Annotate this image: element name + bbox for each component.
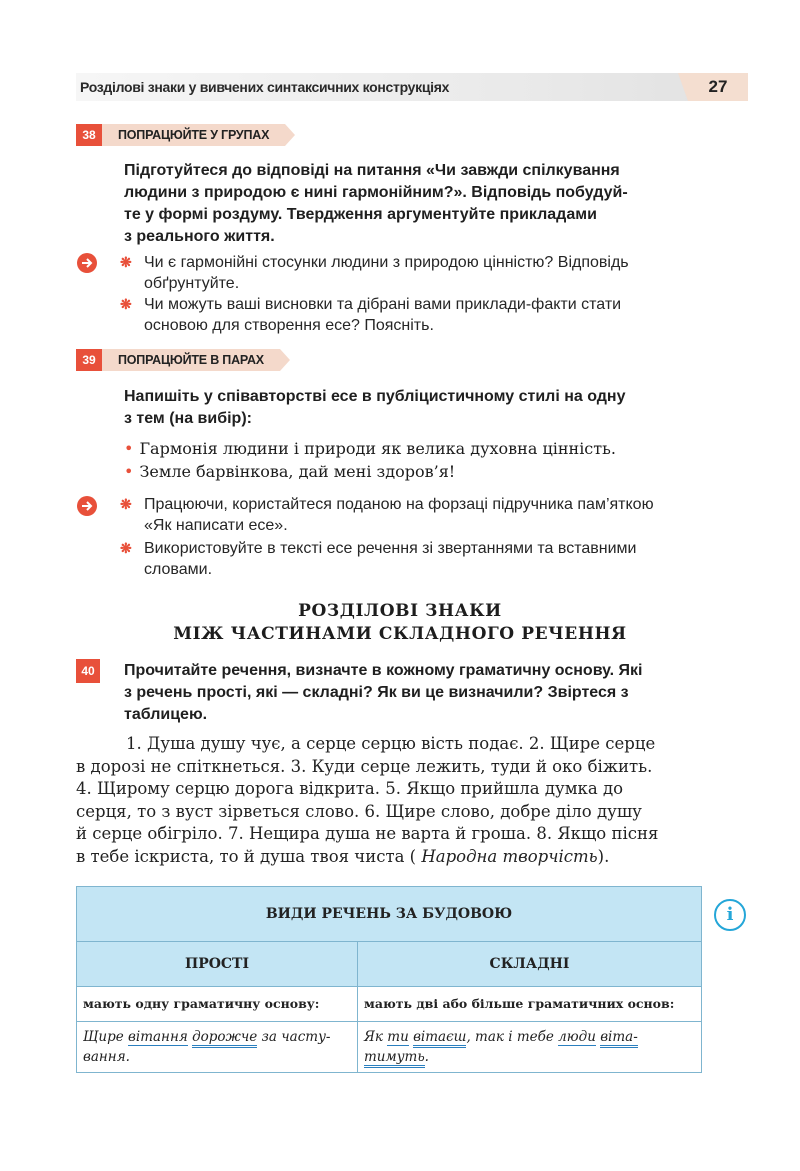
task-38-text	[124, 160, 704, 248]
header-bar	[76, 73, 696, 101]
task-40-number: 40	[76, 659, 100, 683]
hint-item	[120, 252, 720, 294]
text-fragment: в тебе іскриста, то й душа твоя чиста (	[76, 846, 417, 866]
predicate-word: тимуть	[364, 1049, 425, 1068]
sentence-types-table	[76, 886, 702, 1073]
text-line: з тем (на вибір):	[124, 410, 252, 427]
table-header-row	[77, 942, 701, 987]
subject-word: ти	[387, 1029, 409, 1045]
hint-line: Чи є гармонійні стосунки людини з природою цінністю? Відповідь	[144, 254, 629, 271]
topic-text: Земле барвінкова, дай мені здоров’я!	[139, 462, 456, 481]
subject-word: люди	[558, 1029, 596, 1045]
task-40-text	[124, 660, 714, 726]
asterism-icon: ❋	[120, 254, 132, 270]
hint-line: Працюючи, користайтеся поданою на форзаці підручника пам’яткою	[144, 496, 654, 513]
text-line: серця, то з вуст зірветься слово. 6. Щире слово, добре діло душу	[76, 801, 642, 821]
column-header: СКЛАДНІ	[489, 956, 570, 972]
section-title	[0, 600, 800, 646]
task-39-text	[124, 386, 704, 430]
table-title: ВИДИ РЕЧЕНЬ ЗА БУДОВОЮ	[77, 887, 701, 942]
example-simple: Щире вітання дорожче за часту- вання.	[77, 1022, 358, 1072]
text-line: Прочитайте речення, визначте в кожному граматичну основу. Які	[124, 662, 643, 679]
section-title-line: РОЗДІЛОВІ ЗНАКИ	[298, 601, 502, 621]
hint-line: обґрунтуйте.	[144, 275, 240, 292]
table-cell: мають одну граматичну основу:	[77, 987, 358, 1021]
info-icon: i	[714, 899, 746, 931]
text-line: таблицею.	[124, 706, 208, 723]
hint-line: основою для створення есе? Поясніть.	[144, 317, 434, 334]
example-complex: Як ти вітаєш, так і тебе люди віта- тимуть.	[358, 1022, 701, 1072]
task-type: ПОПРАЦЮЙТЕ У ГРУПАХ	[102, 124, 285, 146]
text-line: Підготуйтеся до відповіді на питання «Чи завжди спілкування	[124, 162, 620, 179]
task-number: 39	[76, 349, 102, 371]
bullet-icon: •	[124, 462, 134, 481]
text-line: 4. Щирому серцю дорога відкрита. 5. Якщо прийшла думка до	[76, 779, 624, 798]
source-note: Народна творчість	[421, 846, 598, 866]
text-line: Напишіть у співавторстві есе в публіцистичному стилі на одну	[124, 388, 626, 405]
topic-item	[124, 437, 704, 460]
predicate-word: вітаєш	[413, 1029, 466, 1048]
asterism-icon: ❋	[120, 496, 132, 512]
arrow-right-icon	[77, 253, 97, 273]
subject-word: вітання	[128, 1029, 188, 1045]
table-cell: мають дві або більше граматичних основ:	[364, 996, 675, 1011]
text-line: людини з природою є нині гармонійним?». Відповідь побудуй-	[124, 184, 628, 201]
text-line: з речень прості, які — складні? Як ви це визначили? Звіртеся з	[124, 684, 629, 701]
section-title-line: МІЖ ЧАСТИНАМИ СКЛАДНОГО РЕЧЕННЯ	[173, 624, 627, 644]
hint-item	[120, 294, 720, 336]
text-line: в дорозі не спіткнеться. 3. Куди серце лежить, туди й око біжить.	[76, 756, 653, 776]
page-header	[76, 73, 748, 101]
asterism-icon: ❋	[120, 540, 132, 556]
text-line: й серце обігріло. 7. Нещира душа не варта й гроша. 8. Якщо пісня	[76, 824, 659, 843]
header-title: Розділові знаки у вивчених синтаксичних конструкціях	[80, 79, 450, 95]
predicate-word: віта-	[600, 1029, 638, 1048]
proverbs-text	[76, 733, 706, 868]
hint-line: словами.	[144, 561, 213, 578]
text-line: те у формі роздуму. Твердження аргументуйте прикладами	[124, 206, 597, 223]
task-number: 38	[76, 124, 102, 146]
hint-item	[120, 538, 730, 580]
task-type: ПОПРАЦЮЙТЕ В ПАРАХ	[102, 349, 280, 371]
hint-line: Чи можуть ваші висновки та дібрані вами приклади-факти стати	[144, 296, 622, 313]
page-number: 27	[688, 73, 748, 101]
hint-line: «Як написати есе».	[144, 517, 288, 534]
hint-item	[120, 494, 730, 536]
column-header: ПРОСТІ	[77, 942, 358, 986]
text-fragment: ).	[597, 846, 610, 866]
bullet-icon: •	[124, 439, 134, 458]
topic-item	[124, 460, 704, 483]
table-row	[77, 987, 701, 1022]
predicate-word: дорожче	[192, 1029, 257, 1048]
asterism-icon: ❋	[120, 296, 132, 312]
text-line: 1. Душа душу чує, а серце серцю вість подає. 2. Щире серце	[126, 734, 656, 753]
text-line	[76, 846, 706, 869]
table-row	[77, 1022, 701, 1072]
text-line: з реального життя.	[124, 228, 275, 245]
arrow-right-icon	[77, 496, 97, 516]
hint-line: Використовуйте в тексті есе речення зі звертаннями та вставними	[144, 540, 637, 557]
topic-text: Гармонія людини і природи як велика духовна цінність.	[139, 439, 616, 458]
